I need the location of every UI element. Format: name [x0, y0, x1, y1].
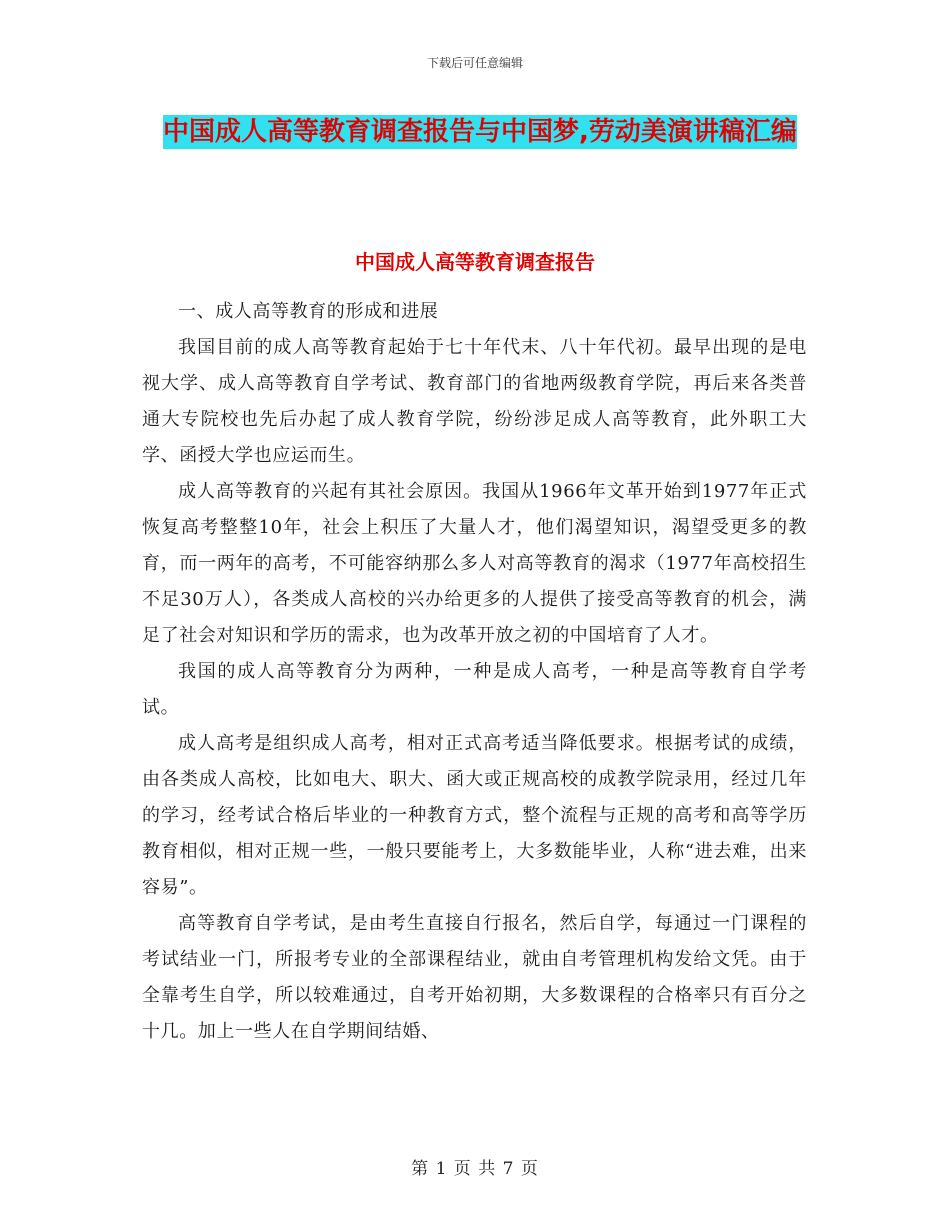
page-footer: 第 1 页 共 7 页 — [411, 1159, 539, 1179]
paragraph-heading: 一、成人高等教育的形成和进展 — [178, 301, 439, 322]
paragraph: 我国目前的成人高等教育起始于七十年代末、八十年代初。最早出现的是电视大学、成人高等教育自学考试、教育部门的省地两级教育学院，再后来各类普通大专院校也先后办起了成人教育学院，纷纷涉足成人高等教育，此外职工大学、函授大学也应运而生。 — [142, 337, 807, 466]
paragraph: 高等教育自学考试，是由考生直接自行报名，然后自学，每通过一门课程的考试结业一门，所报考专业的全部课程结业，就由自考管理机构发给文凭。由于全靠考生自学，所以较难通过，自考开始初期，大多数课程的合格率只有百分之十几。加上一些人在自学期间结婚、 — [142, 913, 807, 1042]
paragraph: 成人高等教育的兴起有其社会原因。我国从1966年文革开始到1977年正式恢复高考整整10年，社会上积压了大量人才，他们渴望知识，渴望受更多的教育，而一两年的高考，不可能容纳那么多人对高等教育的渴求（1977年高校招生不足30万人），各类成人高校的兴办给更多的人提供了接受高等教育的机会，满足了社会对知识和学历的需求，也为改革开放之初的中国培育了人才。 — [142, 481, 807, 646]
paragraph: 我国的成人高等教育分为两种，一种是成人高考，一种是高等教育自学考试。 — [142, 661, 807, 718]
document-title-text: 中国成人高等教育调查报告与中国梦,劳动美演讲稿汇编 — [163, 117, 797, 147]
document-title — [140, 110, 820, 154]
header-note: 下载后可任意编辑 — [426, 56, 523, 70]
paragraph: 成人高考是组织成人高考，相对正式高考适当降低要求。根据考试的成绩，由各类成人高校，比如电大、职大、函大或正规高校的成教学院录用，经过几年的学习，经考试合格后毕业的一种教育方式，整个流程与正规的高考和高等学历教育相似，相对正规一些，一般只要能考上，大多数能毕业，人称“进去难，出来容易”。 — [142, 733, 807, 898]
body-text — [142, 294, 807, 1050]
section-title: 中国成人高等教育调查报告 — [355, 250, 595, 274]
